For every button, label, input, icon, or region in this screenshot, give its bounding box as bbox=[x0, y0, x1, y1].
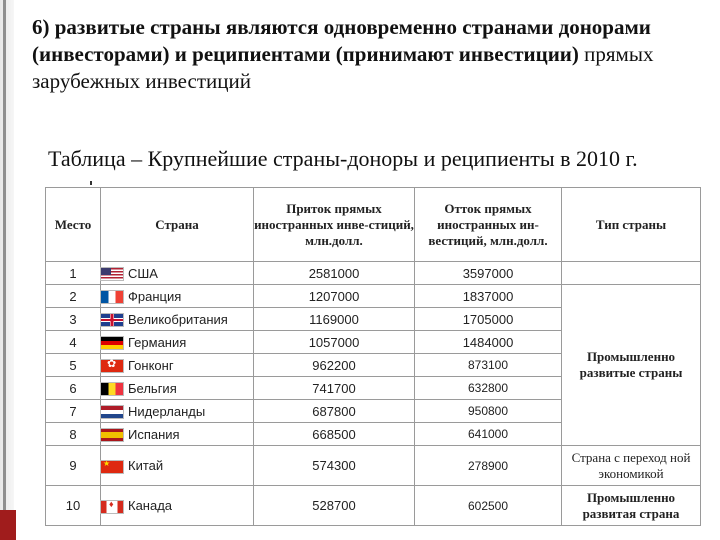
header-place: Место bbox=[46, 188, 101, 262]
row-outflow: 602500 bbox=[415, 486, 562, 526]
header-country: Страна bbox=[101, 188, 254, 262]
row-outflow: 278900 bbox=[415, 446, 562, 486]
france-flag-icon bbox=[101, 291, 123, 303]
row-outflow: 632800 bbox=[415, 377, 562, 400]
row-country: Великобритания bbox=[101, 308, 254, 331]
row-place: 8 bbox=[46, 423, 101, 446]
type-developed-single: Промышленно развитая страна bbox=[562, 486, 701, 526]
row-inflow: 528700 bbox=[254, 486, 415, 526]
row-country: ★ Китай bbox=[101, 446, 254, 486]
row-place: 9 bbox=[46, 446, 101, 486]
heading-bold-text: 6) развитые страны являются одновременно странами донорами (инвесторами) и реципиентами (принимают инвестиции) bbox=[32, 15, 651, 66]
type-transition: Страна с переход ной экономикой bbox=[562, 446, 701, 486]
row-inflow: 1057000 bbox=[254, 331, 415, 354]
row-country: США bbox=[101, 262, 254, 285]
row-place: 10 bbox=[46, 486, 101, 526]
row-outflow: 950800 bbox=[415, 400, 562, 423]
table-row bbox=[46, 262, 701, 285]
row-inflow: 962200 bbox=[254, 354, 415, 377]
row-inflow: 2581000 bbox=[254, 262, 415, 285]
left-accent-block bbox=[0, 510, 16, 540]
heading-normal-text: прямых зарубежных инвестиций bbox=[32, 42, 654, 93]
row-place: 7 bbox=[46, 400, 101, 423]
row-inflow: 1169000 bbox=[254, 308, 415, 331]
row-outflow: 1484000 bbox=[415, 331, 562, 354]
table-row bbox=[46, 285, 701, 308]
left-decorative-bar bbox=[0, 0, 14, 540]
table-row bbox=[46, 486, 701, 526]
germany-flag-icon bbox=[101, 337, 123, 349]
row-inflow: 687800 bbox=[254, 400, 415, 423]
row-inflow: 668500 bbox=[254, 423, 415, 446]
row-inflow: 574300 bbox=[254, 446, 415, 486]
row-inflow: 1207000 bbox=[254, 285, 415, 308]
uk-flag-icon bbox=[101, 314, 123, 326]
type-developed-group: Промышленно развитые страны bbox=[562, 285, 701, 446]
row-type-blank bbox=[562, 262, 701, 285]
row-outflow: 3597000 bbox=[415, 262, 562, 285]
row-place: 6 bbox=[46, 377, 101, 400]
row-country: ✿ Гонконг bbox=[101, 354, 254, 377]
row-place: 4 bbox=[46, 331, 101, 354]
table-caption: Таблица – Крупнейшие страны-доноры и реципиенты в 2010 г. bbox=[48, 146, 638, 171]
hongkong-flag-icon bbox=[101, 360, 123, 372]
row-country: Германия bbox=[101, 331, 254, 354]
netherlands-flag-icon bbox=[101, 406, 123, 418]
row-country: Нидерланды bbox=[101, 400, 254, 423]
belgium-flag-icon bbox=[101, 383, 123, 395]
header-type: Тип страны bbox=[562, 188, 701, 262]
china-flag-icon bbox=[101, 461, 123, 473]
row-place: 3 bbox=[46, 308, 101, 331]
us-flag-icon bbox=[101, 268, 123, 280]
header-outflow: Отток прямых иностранных ин-вестиций, млн.долл. bbox=[415, 188, 562, 262]
canada-flag-icon bbox=[101, 501, 123, 513]
header-inflow: Приток прямых иностранных инве-стиций, млн.долл. bbox=[254, 188, 415, 262]
stray-mark bbox=[90, 181, 92, 185]
row-outflow: 641000 bbox=[415, 423, 562, 446]
row-outflow: 1837000 bbox=[415, 285, 562, 308]
investment-table bbox=[45, 187, 701, 526]
slide-heading bbox=[32, 14, 702, 95]
row-outflow: 873100 bbox=[415, 354, 562, 377]
spain-flag-icon bbox=[101, 429, 123, 441]
row-place: 1 bbox=[46, 262, 101, 285]
row-country: Испания bbox=[101, 423, 254, 446]
row-place: 5 bbox=[46, 354, 101, 377]
row-outflow: 1705000 bbox=[415, 308, 562, 331]
row-country: Бельгия bbox=[101, 377, 254, 400]
row-inflow: 741700 bbox=[254, 377, 415, 400]
row-place: 2 bbox=[46, 285, 101, 308]
table-row bbox=[46, 446, 701, 486]
row-country: Франция bbox=[101, 285, 254, 308]
row-country: ♦ Канада bbox=[101, 486, 254, 526]
